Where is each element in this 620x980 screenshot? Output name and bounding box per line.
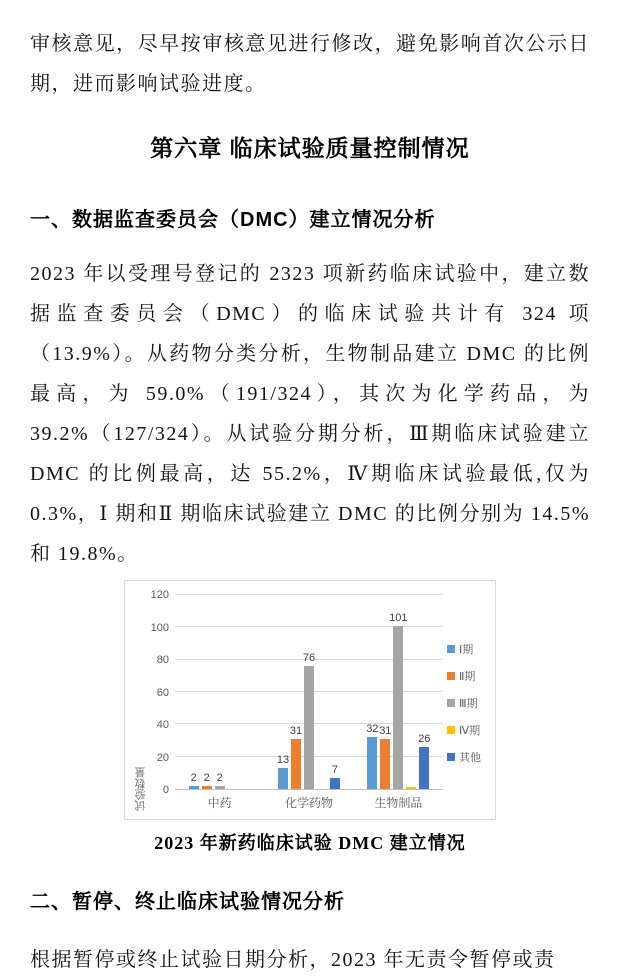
bar-group-化学药物 [264, 595, 353, 789]
x-category-label-生物制品: 生物制品 [374, 796, 423, 810]
paragraph-continuation: 审核意见，尽早按审核意见进行修改，避免影响首次公示日期，进而影响试验进度。 [30, 33, 590, 95]
y-tick-label-40: 40 [156, 719, 169, 732]
bar-value-label: 13 [276, 753, 290, 766]
chart-caption: 2023 年新药临床试验 DMC 建立情况 [154, 833, 466, 853]
y-tick-label-100: 100 [150, 621, 169, 634]
legend-swatch-icon [447, 645, 455, 653]
legend-label: Ⅰ期 [459, 644, 474, 656]
legend-swatch-icon [447, 672, 455, 680]
section-heading-dmc: 一、数据监查委员会（DMC）建立情况分析 [30, 209, 436, 231]
suspension-analysis-paragraph: 根据暂停或终止试验日期分析，2023 年无责令暂停或责 [30, 949, 556, 971]
x-category-label-中药: 中药 [207, 796, 232, 810]
chart-bar-groups [175, 595, 443, 789]
bar-value-label: 31 [289, 724, 303, 737]
x-category-label-化学药物: 化学药物 [284, 796, 333, 810]
chart-plot [175, 595, 443, 790]
bar-Ⅰ期-化学药物 [276, 753, 290, 789]
legend-label: Ⅳ期 [459, 725, 481, 737]
chart-x-labels [175, 794, 443, 811]
bar-Ⅰ期-中药 [189, 771, 199, 789]
bar-value-label: 2 [190, 771, 197, 784]
y-tick-label-80: 80 [156, 654, 169, 667]
legend-swatch-icon [447, 753, 455, 761]
legend-label: 其他 [459, 752, 481, 764]
bar-value-label: 26 [418, 732, 431, 745]
bar-其他-生物制品 [418, 732, 431, 789]
chart-y-axis-title: 试验数量 [135, 767, 147, 811]
bar-Ⅲ期-中药 [215, 771, 225, 789]
bar-Ⅱ期-生物制品 [379, 724, 392, 789]
y-tick-label-120: 120 [150, 589, 169, 601]
bar-value-label: 2 [203, 771, 210, 784]
legend-item-其他 [447, 749, 491, 765]
legend-item-Ⅲ期 [447, 695, 491, 711]
bar-value-label: 76 [302, 652, 316, 665]
bar-value-label: 7 [331, 763, 339, 776]
bar-Ⅱ期-化学药物 [289, 724, 303, 789]
chapter-heading: 第六章 临床试验质量控制情况 [150, 135, 470, 161]
legend-label: Ⅲ期 [459, 698, 478, 710]
bar-value-label: 32 [366, 723, 379, 736]
y-tick-label-20: 20 [156, 751, 169, 764]
section-heading-suspension: 二、暂停、终止临床试验情况分析 [30, 891, 345, 913]
bar-其他-化学药物 [330, 763, 340, 789]
bar-group-中药 [175, 595, 264, 789]
bar-Ⅲ期-生物制品 [389, 611, 408, 789]
legend-item-Ⅰ期 [447, 641, 491, 657]
bar-value-label: 2 [216, 771, 223, 784]
dmc-analysis-paragraph: 2023 年以受理号登记的 2323 项新药临床试验中，建立数据监查委员会（DMC）的临床试验共计有 324 项（13.9%）。从药物分类分析，生物制品建立 DMC 的比例最高，为 59.0%（191/324），其次为化学药品，为 39.2%（127/324）。从试验分期分析，Ⅲ期临床试验建立 DMC 的比例最高，达 55.2%，Ⅳ期临床试验最低,仅为 0.3%，Ⅰ 期和Ⅱ 期临床试验建立 DMC 的比例分别为 14.5%和 19.8%。 [30, 263, 590, 565]
bar-Ⅰ期-生物制品 [366, 723, 379, 789]
legend-item-Ⅱ期 [447, 668, 491, 684]
bar-Ⅲ期-化学药物 [302, 652, 316, 789]
chart-legend [443, 595, 491, 811]
bar-Ⅱ期-中药 [202, 771, 212, 789]
bar-value-label: 101 [389, 611, 408, 624]
chart-plot-area [149, 589, 443, 811]
y-tick-label-60: 60 [156, 686, 169, 699]
dmc-bar-chart [124, 580, 496, 820]
legend-swatch-icon [447, 726, 455, 734]
y-tick-label-0: 0 [162, 784, 169, 796]
legend-swatch-icon [447, 699, 455, 707]
legend-item-Ⅳ期 [447, 722, 491, 738]
bar-value-label: 31 [379, 724, 392, 737]
bar-group-生物制品 [354, 595, 443, 789]
legend-label: Ⅱ期 [459, 671, 476, 683]
bar-Ⅳ期-生物制品 [406, 787, 416, 789]
chart-y-ticks [149, 589, 175, 796]
